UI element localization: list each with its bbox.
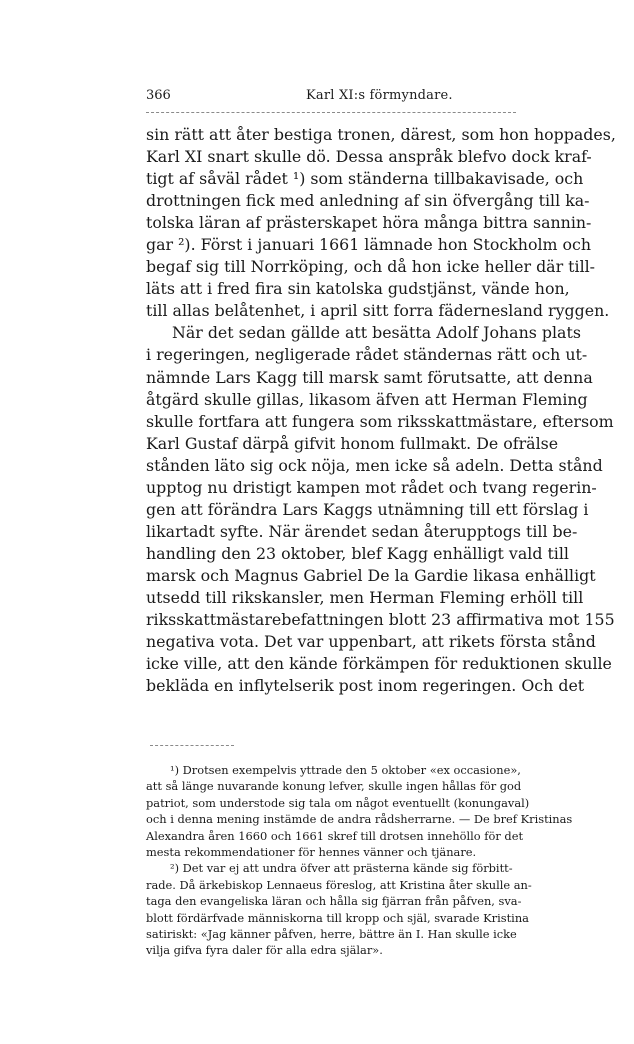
- footnote-line: ¹) Drotsen exempelvis yttrade den 5 oktober «ex occasione»,: [170, 763, 521, 777]
- footnote-line: ²) Det var ej att undra öfver att prästerna kände sig förbitt-: [170, 861, 513, 876]
- body-line: marsk och Magnus Gabriel De la Gardie likasa enhälligt: [146, 565, 596, 585]
- body-line: till allas belåtenhet, i april sitt forra fädernesland ryggen.: [146, 301, 610, 321]
- body-line: När det sedan gällde att besätta Adolf Johans plats: [172, 323, 581, 343]
- body-line: i regeringen, negligerade rådet ständernas rätt och ut-: [146, 345, 588, 365]
- body-line: läts att i fred fira sin katolska gudstjänst, vände hon,: [146, 279, 570, 299]
- body-line: riksskattmästarebefattningen blott 23 affirmativa mot 155: [146, 610, 615, 630]
- body-line: nämnde Lars Kagg till marsk samt förutsatte, att denna: [146, 367, 593, 387]
- body-text: [146, 124, 616, 697]
- body-line: drottningen fick med anledning af sin öfvergång till ka-: [146, 191, 590, 211]
- body-line: Karl XI snart skulle dö. Dessa anspråk blefvo dock kraf-: [146, 147, 592, 167]
- body-line: stånden läto sig ock nöja, men icke så adeln. Detta stånd: [146, 455, 603, 475]
- page-number: 366: [146, 88, 171, 103]
- footnote-line: taga den evangeliska läran och hålla sig fjärran från påfven, sva-: [146, 894, 522, 909]
- body-line: tolska läran af prästerskapet höra många bittra sannin-: [146, 213, 592, 233]
- body-line: tigt af såväl rådet ¹) som ständerna tillbakavisade, och: [146, 169, 584, 189]
- footnote-rule: [150, 745, 234, 746]
- footnote-line: och i denna mening instämde de andra rådsherrarne. — De bref Kristinas: [146, 812, 573, 827]
- body-line: gar ²). Först i januari 1661 lämnade hon Stockholm och: [146, 235, 592, 255]
- body-line: utsedd till rikskansler, men Herman Fleming erhöll till: [146, 587, 584, 607]
- footnote-line: blott fördärfvade människorna till kropp och själ, svarade Kristina: [146, 910, 529, 925]
- footnote-line: vilja gifva fyra daler för alla edra själar».: [146, 943, 383, 958]
- body-line: åtgärd skulle gillas, likasom äfven att Herman Fleming: [146, 389, 588, 409]
- header-rule: [146, 112, 516, 113]
- body-line: bekläda en inflytelserik post inom regeringen. Och det: [146, 676, 585, 696]
- body-line: begaf sig till Norrköping, och då hon icke heller där till-: [146, 257, 596, 277]
- body-line: gen att förändra Lars Kaggs utnämning till ett förslag i: [146, 499, 589, 519]
- body-line: icke ville, att den kände förkämpen för reduktionen skulle: [146, 654, 612, 674]
- body-line: sin rätt att åter bestiga tronen, därest, som hon hoppades,: [146, 125, 616, 144]
- body-line: handling den 23 oktober, blef Kagg enhälligt vald till: [146, 543, 569, 563]
- footnote-line: Alexandra åren 1660 och 1661 skref till drotsen innehöllo för det: [146, 828, 524, 843]
- footnotes: [146, 762, 573, 959]
- footnote-line: rade. Då ärkebiskop Lennaeus föreslog, att Kristina åter skulle an-: [146, 877, 532, 892]
- body-line: Karl Gustaf därpå gifvit honom fullmakt. De ofrälse: [146, 433, 559, 453]
- footnote-line: mesta rekommendationer för hennes vänner och tjänare.: [146, 844, 477, 859]
- body-line: negativa vota. Det var uppenbart, att rikets första stånd: [146, 632, 596, 652]
- page-header: [146, 88, 498, 108]
- footnote-line: att så länge nuvarande konung lefver, skulle ingen hållas för god: [146, 779, 522, 794]
- body-line: likartadt syfte. När ärendet sedan återupptogs till be-: [146, 521, 578, 541]
- body-line: skulle fortfara att fungera som riksskattmästare, eftersom: [146, 411, 614, 431]
- body-line: upptog nu dristigt kampen mot rådet och tvang regerin-: [146, 477, 597, 497]
- footnote-line: patriot, som understode sig tala om något eventuellt (konungaval): [146, 795, 530, 810]
- footnote-line: satiriskt: «Jag känner påfven, herre, bättre än I. Han skulle icke: [146, 926, 517, 941]
- running-title: Karl XI:s förmyndare.: [306, 88, 453, 103]
